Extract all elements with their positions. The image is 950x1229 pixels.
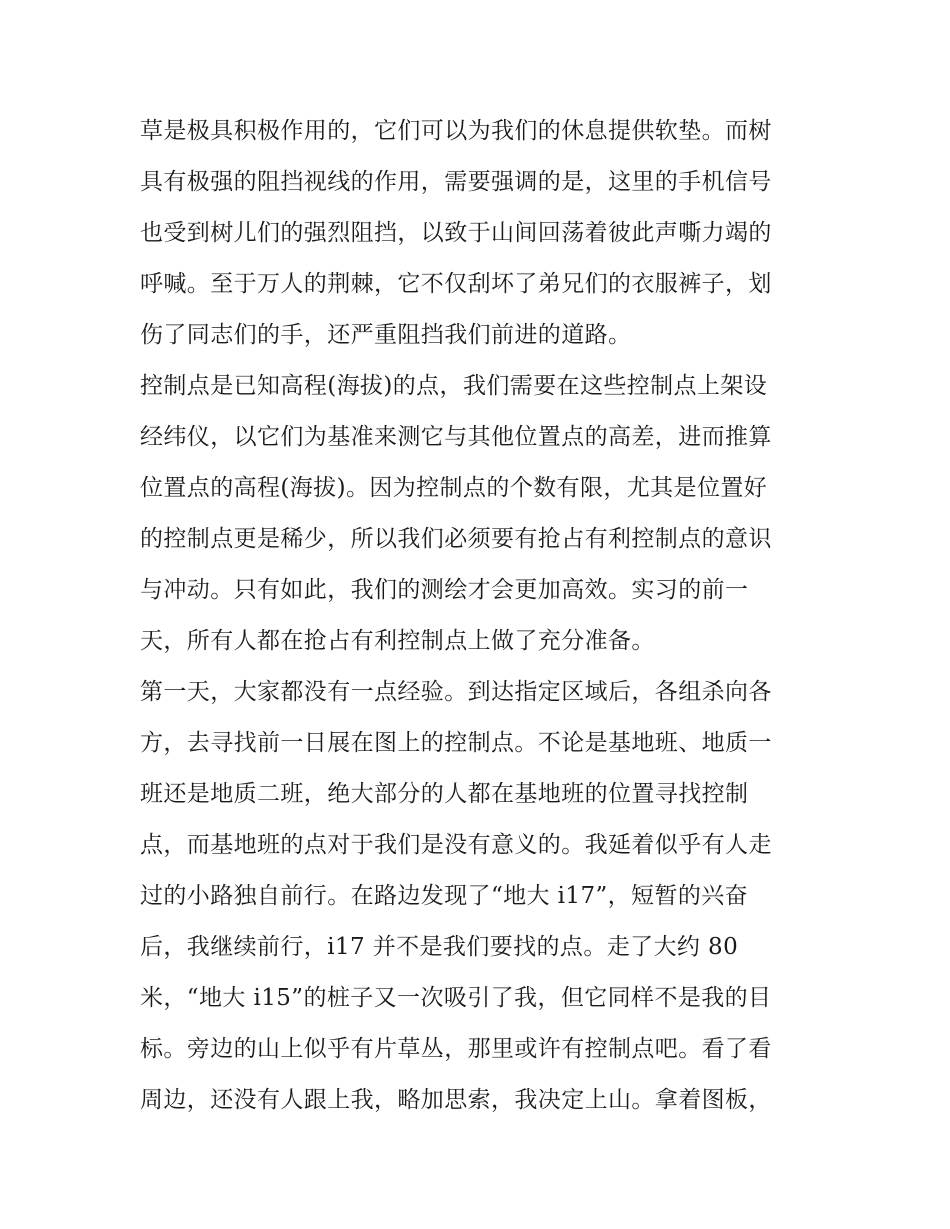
text-line: 点，而基地班的点对于我们是没有意义的。我延着似乎有人走: [140, 832, 772, 858]
text-line: 过的小路独自前行。在路边发现了“地大 i17”，短暂的兴奋: [140, 883, 749, 909]
text-line: 方，去寻找前一日展在图上的控制点。不论是基地班、地质一: [140, 730, 772, 756]
text-line: 天，所有人都在抢占有利控制点上做了充分准备。: [140, 628, 655, 654]
text-line: 后，我继续前行，i17 并不是我们要找的点。走了大约 80: [140, 934, 739, 960]
text-line: 的控制点更是稀少，所以我们必须要有抢占有利控制点的意识: [140, 526, 772, 552]
text-line: 伤了同志们的手，还严重阻挡我们前进的道路。: [140, 322, 632, 348]
document-body: [140, 106, 820, 1126]
text-line: 与冲动。只有如此，我们的测绘才会更加高效。实习的前一: [140, 577, 749, 603]
text-line: 米，“地大 i15”的桩子又一次吸引了我，但它同样不是我的目: [140, 985, 772, 1011]
text-line: 草是极具积极作用的，它们可以为我们的休息提供软垫。而树: [140, 118, 772, 144]
text-line: 控制点是已知高程(海拔)的点，我们需要在这些控制点上架设: [140, 373, 768, 399]
text-line: 位置点的高程(海拔)。因为控制点的个数有限，尤其是位置好: [140, 475, 768, 501]
text-line: 经纬仪，以它们为基准来测它与其他位置点的高差，进而推算: [140, 424, 772, 450]
text-line: 标。旁边的山上似乎有片草丛，那里或许有控制点吧。看了看: [140, 1036, 772, 1062]
text-line: 呼喊。至于万人的荆棘，它不仅刮坏了弟兄们的衣服裤子，划: [140, 271, 772, 297]
text-line: 周边，还没有人跟上我，略加思索，我决定上山。拿着图板，: [140, 1087, 772, 1113]
text-line: 班还是地质二班，绝大部分的人都在基地班的位置寻找控制: [140, 781, 749, 807]
text-line: 也受到树儿们的强烈阻挡，以致于山间回荡着彼此声嘶力竭的: [140, 220, 772, 246]
text-line: 具有极强的阻挡视线的作用，需要强调的是，这里的手机信号: [140, 169, 772, 195]
text-line: 第一天，大家都没有一点经验。到达指定区域后，各组杀向各: [140, 679, 772, 705]
